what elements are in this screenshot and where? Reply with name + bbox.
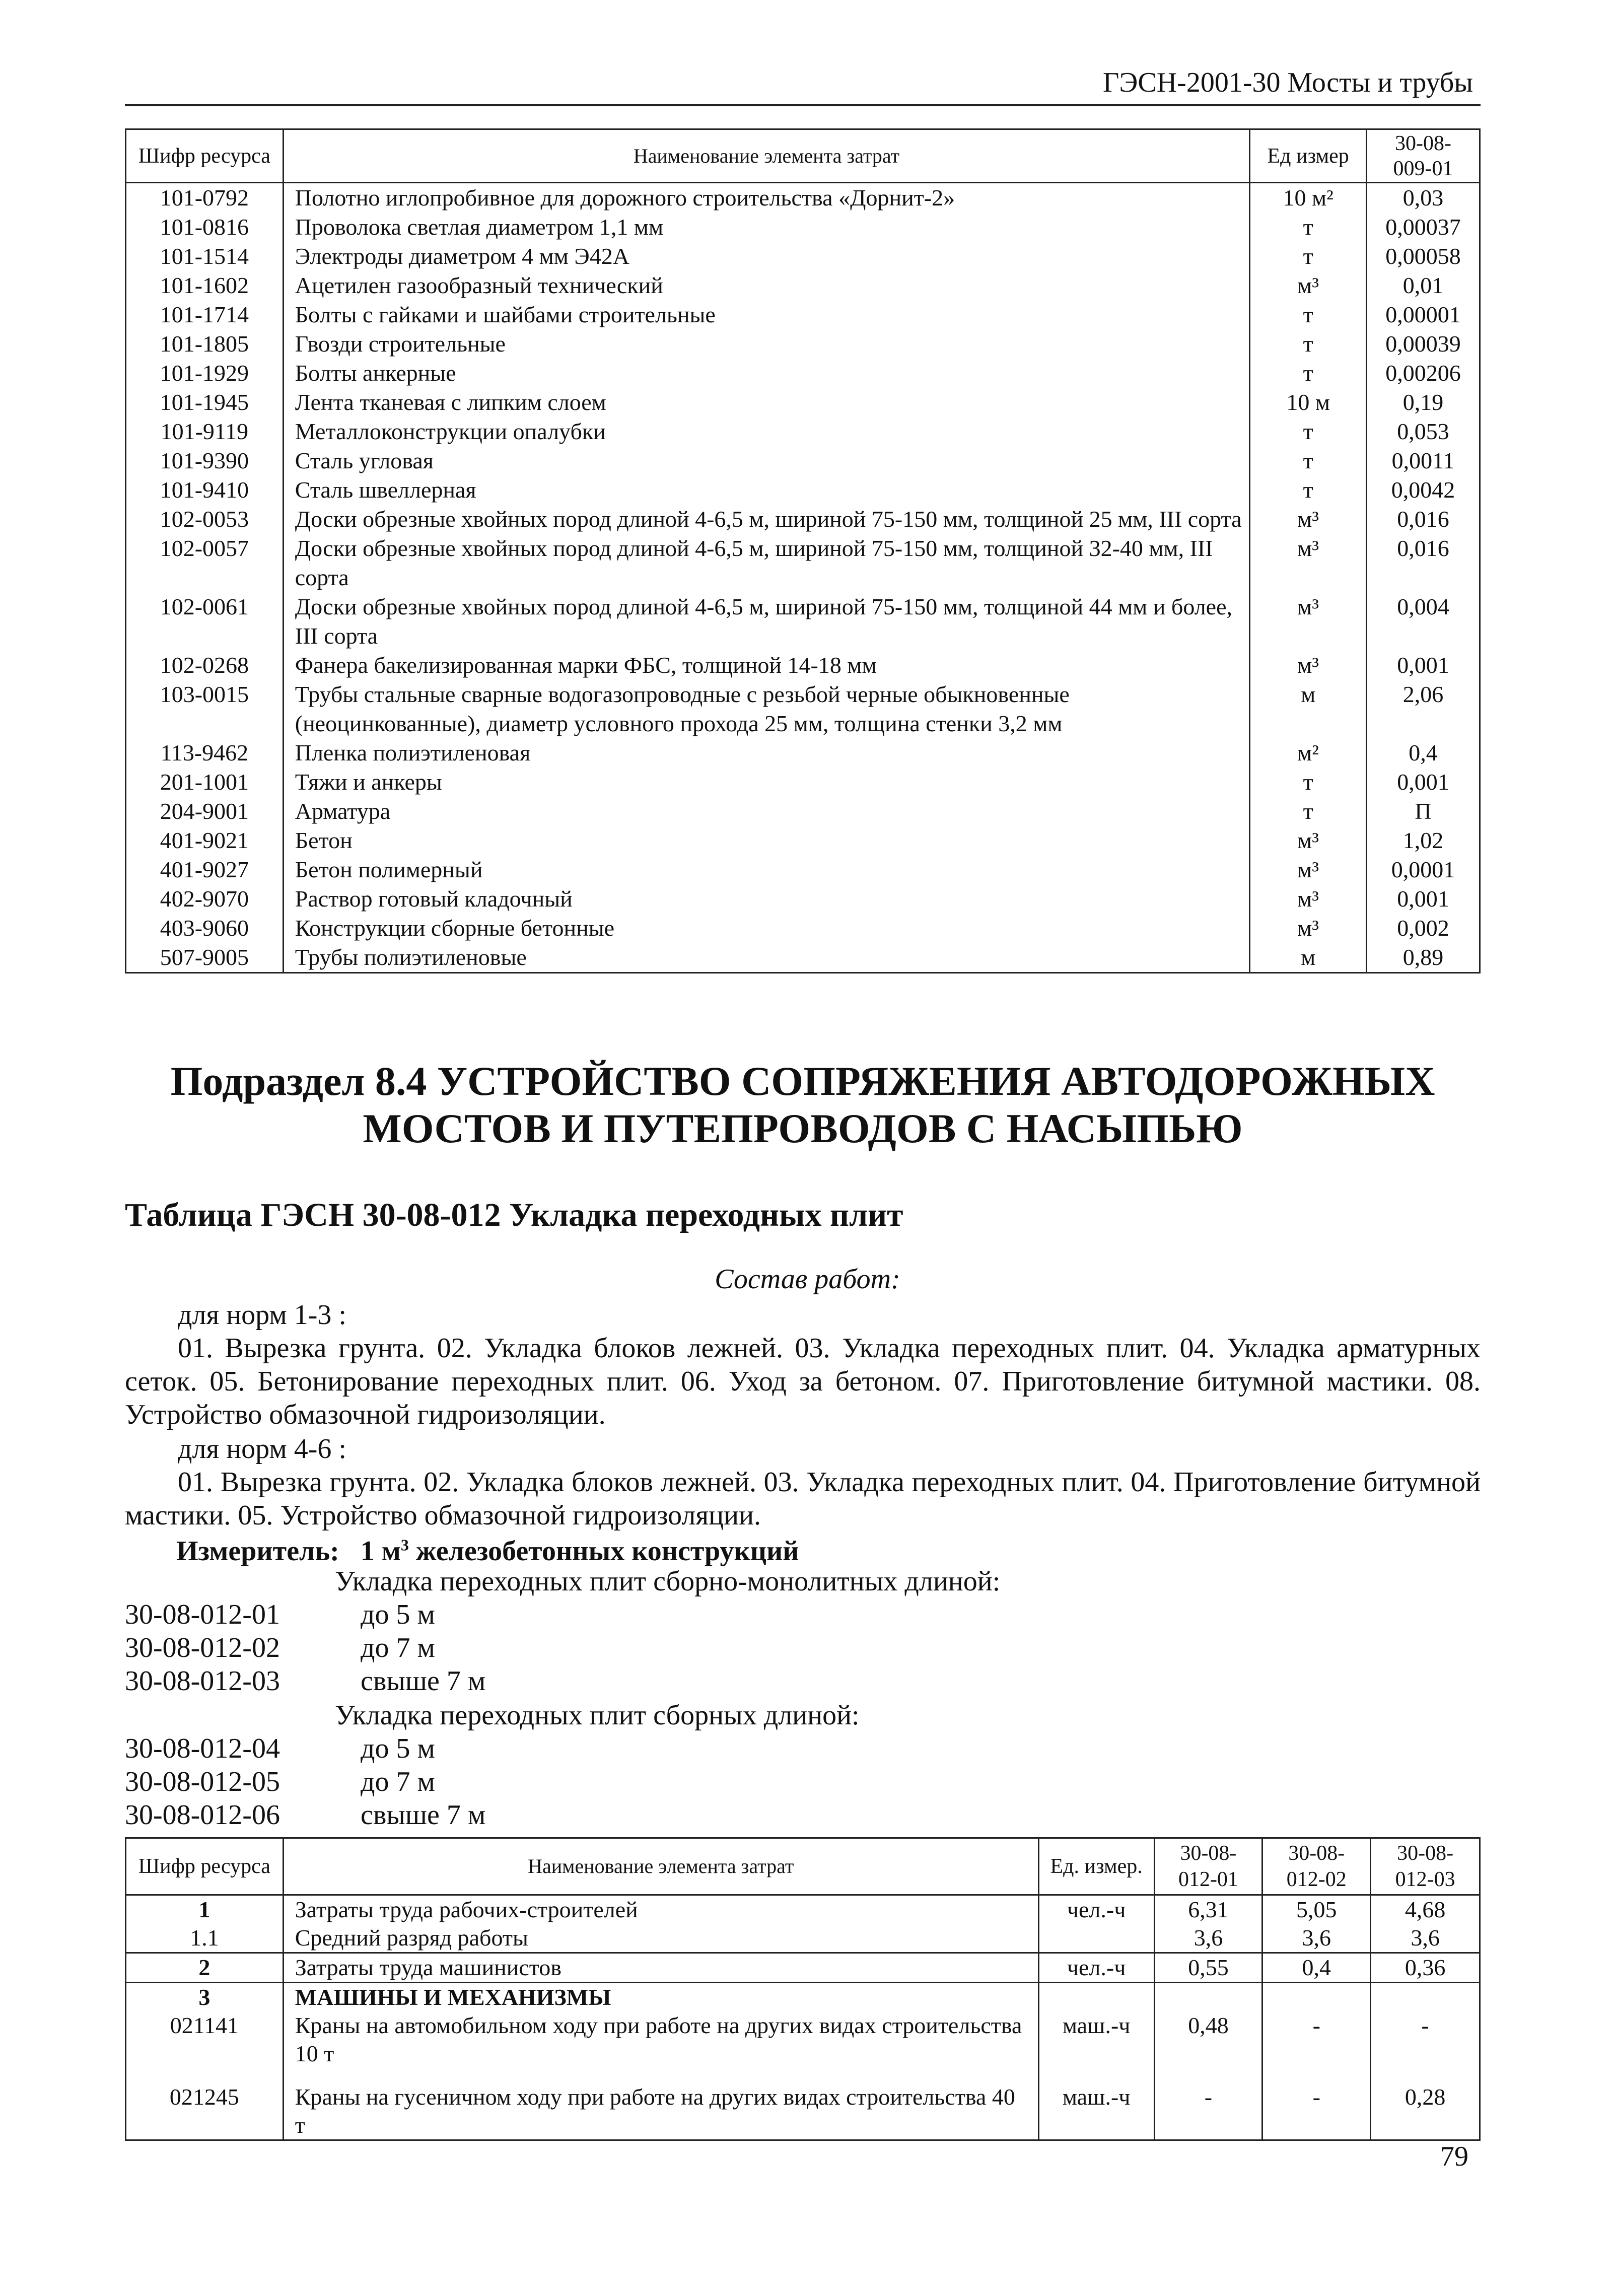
table-header-row xyxy=(126,129,1480,183)
cost-element-name: Краны на автомобильном ходу при работе на других видах строительства 10 т xyxy=(283,2011,1038,2083)
unit: маш.-ч xyxy=(1038,2083,1154,2140)
cost-element-name: Затраты труда машинистов xyxy=(283,1953,1038,1983)
cost-element-name: Раствор готовый кладочный xyxy=(283,884,1249,914)
norms-1-3-text: 01. Вырезка грунта. 02. Укладка блоков лежней. 03. Укладка переходных плит. 04. Укладка арматурных сеток. 05. Бетонирование переходных плит. 06. Уход за бетоном. 07. Приготовление битумной мастики. 08. Устройство обмазочной гидроизоляции. xyxy=(125,1333,1481,1430)
norms-4-6-block xyxy=(125,1432,1481,1532)
header-rule xyxy=(125,104,1481,106)
table-row xyxy=(126,2011,1480,2083)
table-row xyxy=(126,534,1480,592)
resource-code: 507-9005 xyxy=(126,943,284,973)
cost-element-name: Трубы полиэтиленовые xyxy=(283,943,1249,973)
norm-value-02: - xyxy=(1262,2083,1371,2140)
header-cost-element: Наименование элемента затрат xyxy=(283,129,1249,183)
norm-value: 0,053 xyxy=(1367,417,1480,446)
cost-element-name: Арматура xyxy=(283,797,1249,826)
norm-value-03: 3,6 xyxy=(1371,1924,1480,1953)
unit xyxy=(1038,1924,1154,1953)
unit: м xyxy=(1250,680,1367,738)
norm-description: до 7 м xyxy=(361,1632,435,1663)
resource-table-30-08-009 xyxy=(125,128,1481,973)
header-cost-element: Наименование элемента затрат xyxy=(283,1838,1038,1895)
table-row xyxy=(126,651,1480,680)
cost-element-name: Электроды диаметром 4 мм Э42А xyxy=(283,242,1249,271)
table-row xyxy=(126,1953,1480,1983)
table-row xyxy=(126,388,1480,417)
table-row xyxy=(126,884,1480,914)
norm-item xyxy=(125,1632,830,1665)
norm-value: 0,03 xyxy=(1367,183,1480,213)
norm-value: П xyxy=(1367,797,1480,826)
cost-element-name: Болты анкерные xyxy=(283,359,1249,388)
unit: т xyxy=(1250,446,1367,475)
cost-element-name: Проволока светлая диаметром 1,1 мм xyxy=(283,213,1249,242)
table-header-row xyxy=(126,1838,1480,1895)
norm-value-01: - xyxy=(1154,2083,1262,2140)
header-norm-01: 30-08- 012-01 xyxy=(1154,1838,1262,1895)
page-number: 79 xyxy=(1440,2141,1468,2172)
norm-value-03: - xyxy=(1371,2011,1480,2083)
header-unit: Ед. измер. xyxy=(1038,1838,1154,1895)
resource-code: 2 xyxy=(126,1953,284,1983)
unit: м³ xyxy=(1250,914,1367,943)
unit: т xyxy=(1250,797,1367,826)
table-row xyxy=(126,797,1480,826)
unit: т xyxy=(1250,359,1367,388)
cost-element-name: Тяжи и анкеры xyxy=(283,768,1249,797)
unit: т xyxy=(1250,329,1367,359)
cost-element-name: Доски обрезные хвойных пород длиной 4-6,5 м, шириной 75-150 мм, толщиной 25 мм, III сорта xyxy=(283,505,1249,534)
unit: м³ xyxy=(1250,534,1367,592)
norm-code: 30-08-012-06 xyxy=(125,1799,280,1831)
norm-code: 30-08-012-04 xyxy=(125,1733,280,1764)
resource-code: 021141 xyxy=(126,2011,284,2083)
norm-code: 30-08-012-03 xyxy=(125,1665,280,1697)
unit: т xyxy=(1250,417,1367,446)
unit: м² xyxy=(1250,738,1367,768)
resource-code: 101-1514 xyxy=(126,242,284,271)
cost-element-name: Полотно иглопробивное для дорожного строительства «Дорнит-2» xyxy=(283,183,1249,213)
resource-code: 1.1 xyxy=(126,1924,284,1953)
table-row xyxy=(126,738,1480,768)
resource-code: 101-1805 xyxy=(126,329,284,359)
resource-code: 102-0057 xyxy=(126,534,284,592)
norm-value-01: 6,31 xyxy=(1154,1895,1262,1924)
table-row xyxy=(126,914,1480,943)
norms-1-3-label: для норм 1-3 : xyxy=(178,1299,346,1331)
norm-value-03: 0,36 xyxy=(1371,1953,1480,1983)
unit: т xyxy=(1250,475,1367,505)
resource-code: 103-0015 xyxy=(126,680,284,738)
unit: т xyxy=(1250,300,1367,329)
norm-value: 0,00039 xyxy=(1367,329,1480,359)
resource-code: 113-9462 xyxy=(126,738,284,768)
cost-element-name: Бетон xyxy=(283,826,1249,855)
meter-value: 1 м xyxy=(360,1536,401,1567)
norms-4-6-label: для норм 4-6 : xyxy=(178,1433,346,1465)
table-row xyxy=(126,768,1480,797)
unit: м³ xyxy=(1250,855,1367,884)
cost-element-name: Доски обрезные хвойных пород длиной 4-6,5 м, шириной 75-150 мм, толщиной 32-40 мм, III сорта xyxy=(283,534,1249,592)
resource-code: 403-9060 xyxy=(126,914,284,943)
table-row xyxy=(126,2083,1480,2140)
resource-code: 401-9027 xyxy=(126,855,284,884)
cost-element-name: Ацетилен газообразный технический xyxy=(283,271,1249,300)
table-row xyxy=(126,446,1480,475)
table-row xyxy=(126,359,1480,388)
norm-description: до 5 м xyxy=(361,1599,435,1630)
norm-value-01: 0,55 xyxy=(1154,1953,1262,1983)
meter-sup: 3 xyxy=(400,1536,409,1554)
header-unit: Ед измер xyxy=(1250,129,1367,183)
norm-value-02: 3,6 xyxy=(1262,1924,1371,1953)
norm-value: 0,19 xyxy=(1367,388,1480,417)
unit: м³ xyxy=(1250,271,1367,300)
norm-value-02: 5,05 xyxy=(1262,1895,1371,1924)
unit: маш.-ч xyxy=(1038,2011,1154,2083)
cost-element-name: Краны на гусеничном ходу при работе на других видах строительства 40 т xyxy=(283,2083,1038,2140)
table-row xyxy=(126,271,1480,300)
resource-code: 101-9119 xyxy=(126,417,284,446)
resource-code: 101-1929 xyxy=(126,359,284,388)
norm-value: 0,001 xyxy=(1367,768,1480,797)
section-title-line-2: МОСТОВ И ПУТЕПРОВОДОВ С НАСЫПЬЮ xyxy=(363,1105,1243,1151)
resource-code: 021245 xyxy=(126,2083,284,2140)
header-norm-02: 30-08- 012-02 xyxy=(1262,1838,1371,1895)
resource-code: 401-9021 xyxy=(126,826,284,855)
meter-label: Измеритель: xyxy=(176,1536,339,1567)
cost-element-name: Бетон полимерный xyxy=(283,855,1249,884)
resource-code: 101-9410 xyxy=(126,475,284,505)
norm-value: 0,016 xyxy=(1367,505,1480,534)
norm-item xyxy=(125,1665,830,1698)
norm-value: 0,0011 xyxy=(1367,446,1480,475)
cost-element-name: Трубы стальные сварные водогазопроводные с резьбой черные обыкновенные (неоцинкованные), диаметр условного прохода 25 мм, толщина стенки 3,2 мм xyxy=(283,680,1249,738)
norm-value-02: 0,4 xyxy=(1262,1953,1371,1983)
table-row xyxy=(126,242,1480,271)
cost-element-name: Фанера бакелизированная марки ФБС, толщиной 14-18 мм xyxy=(283,651,1249,680)
norm-value-01: 3,6 xyxy=(1154,1924,1262,1953)
unit: 10 м² xyxy=(1250,183,1367,213)
unit: т xyxy=(1250,768,1367,797)
unit: м³ xyxy=(1250,505,1367,534)
norm-item xyxy=(125,1799,830,1832)
table-row xyxy=(126,680,1480,738)
norms-4-6-text: 01. Вырезка грунта. 02. Укладка блоков лежней. 03. Укладка переходных плит. 04. Приготовление битумной мастики. 05. Устройство обмазочной гидроизоляции. xyxy=(125,1467,1481,1531)
norm-code: 30-08-012-02 xyxy=(125,1632,280,1663)
group2-title: Укладка переходных плит сборных длиной: xyxy=(335,1700,860,1731)
unit: м³ xyxy=(1250,884,1367,914)
resource-code: 102-0061 xyxy=(126,592,284,651)
cost-element-name: Средний разряд работы xyxy=(283,1924,1038,1953)
norm-value-02 xyxy=(1262,1983,1371,2012)
resource-code: 101-1945 xyxy=(126,388,284,417)
norm-value-03 xyxy=(1371,1983,1480,2012)
norm-value: 0,4 xyxy=(1367,738,1480,768)
table-row xyxy=(126,1983,1480,2012)
norm-value-01: 0,48 xyxy=(1154,2011,1262,2083)
unit: т xyxy=(1250,213,1367,242)
unit: м³ xyxy=(1250,826,1367,855)
resource-code: 101-1714 xyxy=(126,300,284,329)
norm-description: свыше 7 м xyxy=(361,1799,486,1831)
unit: чел.-ч xyxy=(1038,1953,1154,1983)
unit: м³ xyxy=(1250,651,1367,680)
norm-value-03: 4,68 xyxy=(1371,1895,1480,1924)
norm-value: 0,00001 xyxy=(1367,300,1480,329)
norm-description: до 5 м xyxy=(361,1733,435,1764)
header-resource-code: Шифр ресурса xyxy=(126,1838,284,1895)
norm-code: 30-08-012-05 xyxy=(125,1766,280,1797)
cost-element-name: Лента тканевая с липким слоем xyxy=(283,388,1249,417)
norm-value: 0,002 xyxy=(1367,914,1480,943)
unit: м³ xyxy=(1250,592,1367,651)
table-row xyxy=(126,213,1480,242)
resource-code: 101-0816 xyxy=(126,213,284,242)
norm-value: 0,00058 xyxy=(1367,242,1480,271)
norm-value: 0,001 xyxy=(1367,651,1480,680)
table-row xyxy=(126,329,1480,359)
table-body xyxy=(126,1895,1480,2140)
meter-line xyxy=(176,1535,799,1567)
norm-value: 0,016 xyxy=(1367,534,1480,592)
norm-value: 0,001 xyxy=(1367,884,1480,914)
norm-value-02: - xyxy=(1262,2011,1371,2083)
table-row xyxy=(126,300,1480,329)
resource-code: 3 xyxy=(126,1983,284,2012)
resource-table-30-08-012 xyxy=(125,1837,1481,2141)
norm-description: до 7 м xyxy=(361,1766,435,1797)
meter-unit: железобетонных конструкций xyxy=(415,1536,799,1567)
unit: м xyxy=(1250,943,1367,973)
resource-code: 102-0053 xyxy=(126,505,284,534)
cost-element-name: Сталь швеллерная xyxy=(283,475,1249,505)
table-body xyxy=(126,183,1480,973)
resource-code: 101-9390 xyxy=(126,446,284,475)
cost-element-name: Металлоконструкции опалубки xyxy=(283,417,1249,446)
table-row xyxy=(126,592,1480,651)
table-row xyxy=(126,855,1480,884)
norm-value: 0,00037 xyxy=(1367,213,1480,242)
resource-code: 201-1001 xyxy=(126,768,284,797)
cost-element-name: Сталь угловая xyxy=(283,446,1249,475)
header-resource-code: Шифр ресурса xyxy=(126,129,284,183)
header-norm-03: 30-08- 012-03 xyxy=(1371,1838,1480,1895)
norm-value: 0,89 xyxy=(1367,943,1480,973)
group1-title: Укладка переходных плит сборно-монолитных длиной: xyxy=(335,1566,1001,1597)
norm-value: 0,0042 xyxy=(1367,475,1480,505)
table-row xyxy=(126,1895,1480,1924)
norm-value-03: 0,28 xyxy=(1371,2083,1480,2140)
norm-value: 2,06 xyxy=(1367,680,1480,738)
norm-value: 0,01 xyxy=(1367,271,1480,300)
section-title xyxy=(125,1058,1481,1152)
works-caption: Состав работ: xyxy=(715,1264,900,1295)
table-row xyxy=(126,943,1480,973)
resource-code: 1 xyxy=(126,1895,284,1924)
section-title-line-1: Подраздел 8.4 УСТРОЙСТВО СОПРЯЖЕНИЯ АВТОДОРОЖНЫХ xyxy=(170,1058,1435,1104)
norm-item xyxy=(125,1732,830,1766)
unit: т xyxy=(1250,242,1367,271)
norm-item xyxy=(125,1766,830,1799)
unit: 10 м xyxy=(1250,388,1367,417)
header-norm-code: 30-08- 009-01 xyxy=(1367,129,1480,183)
table-row xyxy=(126,505,1480,534)
norm-code: 30-08-012-01 xyxy=(125,1599,280,1630)
norm-value-01 xyxy=(1154,1983,1262,2012)
norm-description: свыше 7 м xyxy=(361,1665,486,1697)
cost-element-name: Гвозди строительные xyxy=(283,329,1249,359)
unit: чел.-ч xyxy=(1038,1895,1154,1924)
running-header: ГЭСН-2001-30 Мосты и трубы xyxy=(1103,67,1473,98)
resource-code: 101-0792 xyxy=(126,183,284,213)
cost-element-name: МАШИНЫ И МЕХАНИЗМЫ xyxy=(283,1983,1038,2012)
norm-value: 0,004 xyxy=(1367,592,1480,651)
cost-element-name: Пленка полиэтиленовая xyxy=(283,738,1249,768)
norm-item xyxy=(125,1598,830,1632)
norm-value: 0,00206 xyxy=(1367,359,1480,388)
cost-element-name: Доски обрезные хвойных пород длиной 4-6,5 м, шириной 75-150 мм, толщиной 44 мм и более, III сорта xyxy=(283,592,1249,651)
cost-element-name: Болты с гайками и шайбами строительные xyxy=(283,300,1249,329)
norm-value: 0,0001 xyxy=(1367,855,1480,884)
resource-code: 102-0268 xyxy=(126,651,284,680)
table-row xyxy=(126,475,1480,505)
resource-code: 101-1602 xyxy=(126,271,284,300)
table-row xyxy=(126,1924,1480,1953)
table-row xyxy=(126,183,1480,213)
norms-1-3-block xyxy=(125,1298,1481,1431)
norm-value: 1,02 xyxy=(1367,826,1480,855)
cost-element-name: Затраты труда рабочих-строителей xyxy=(283,1895,1038,1924)
resource-code: 204-9001 xyxy=(126,797,284,826)
table-row xyxy=(126,417,1480,446)
table-row xyxy=(126,826,1480,855)
unit xyxy=(1038,1983,1154,2012)
table-title: Таблица ГЭСН 30-08-012 Укладка переходных плит xyxy=(125,1197,903,1233)
cost-element-name: Конструкции сборные бетонные xyxy=(283,914,1249,943)
resource-code: 402-9070 xyxy=(126,884,284,914)
